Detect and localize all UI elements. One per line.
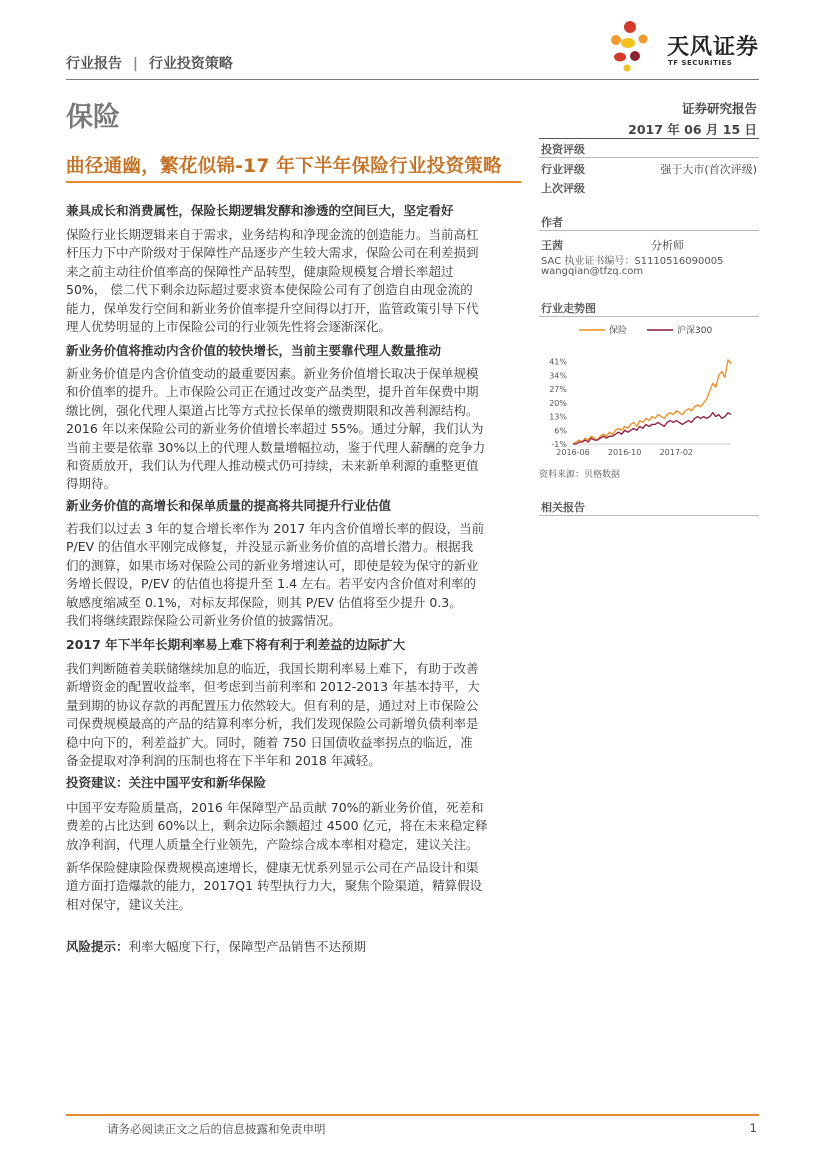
brand-logo-icon [607,18,667,74]
industry-rating-value: 强于大市(首次评级) [660,163,757,176]
paragraph-5 [66,799,521,854]
p6-line: 道方面打造爆款的能力，2017Q1 转型执行力大，聚焦个险渠道，精算假设 [66,878,483,894]
p2-line: 得期待。 [66,476,117,492]
p4-line: 稳中向下的，利差益扩大。同时，随着 750 日国债收益率拐点的临近，准 [66,734,473,750]
y-tick-label: 20% [549,398,567,408]
risk-label: 风险提示： [66,939,129,954]
p2-line: 新业务价值是内含价值变动的最重要因素。新业务价值增长取决于保单规模 [66,366,479,381]
trend-heading: 行业走势图 [541,302,596,315]
p1-line: 保险行业长期逻辑来自于需求，业务结构和净现金流的创造能力。当前高杠 [66,227,479,242]
report-type: 证券研究报告 [681,101,757,116]
p3-line: 务增长假设，P/EV 的估值也将提升至 1.4 左右。若平安内含价值对利率的 [66,576,476,592]
p2-line: 缴比例，强化代理人渠道占比等方式拉长保单的缴费期限和改善利源结构。 [66,402,479,418]
y-tick-label: -1% [551,440,567,449]
p3-line: 我们将继续跟踪保险公司新业务价值的披露情况。 [66,613,342,629]
lead-heading: 兼具成长和消费属性，保险长期逻辑发酵和渗透的空间巨大，坚定看好 [66,203,454,218]
author-heading: 作者 [541,216,563,229]
trend-divider [539,316,759,317]
p5-line: 放净利润，代理人质量全行业领先，产险综合成本率相对稳定，建议关注。 [66,836,479,852]
paragraph-2 [66,365,521,494]
brand-name: 天风证券 [667,35,760,60]
chart-source-note: 资料来源：贝格数据 [539,470,621,480]
report-date: 2017 年 06 月 15 日 [628,122,757,137]
p1-line: 50%， 偿二代下剩余边际超过要求资本使保险公司有了创造自由现金流的 [66,282,473,298]
legend-label: 保险 [609,326,628,336]
report-category [66,53,233,73]
sidebar-top-divider [539,138,759,139]
brand-subtitle: TF SECURITIES [668,59,733,67]
x-tick-label: 2017-02 [659,448,694,457]
p3-line: 若我们以过去 3 年的复合增长率作为 2017 年内含价值增长率的假设，当前 [66,521,485,536]
related-reports-heading: 相关报告 [541,501,585,514]
footer-disclaimer[interactable]: 请务必阅读正文之后的信息披露和免责申明 [107,1122,326,1136]
p6-line: 新华保险健康险保费规模高速增长，健康无忧系列显示公司在产品设计和渠 [66,860,479,875]
section-heading-rates: 2017 年下半年长期利率易上难下将有利于利差益的边际扩大 [66,637,406,652]
paragraph-3 [66,520,521,630]
previous-rating-label: 上次评级 [541,182,585,195]
author-divider [539,230,759,231]
section-heading-valuation: 新业务价值的高增长和保单质量的提高将共同提升行业估值 [66,498,392,513]
related-divider [539,515,759,516]
section-heading-recommendation: 投资建议：关注中国平安和新华保险 [66,775,267,790]
rating-divider [539,157,759,158]
p5-line: 费差的占比达到 60%以上，剩余边际余额超过 4500 亿元，将在未来稳定释 [66,818,488,834]
p3-line: 敏感度缩减至 0.1%，对标友邦保险，则其 P/EV 估值将至少提升 0.3。 [66,594,462,610]
subcategory-label: 行业投资策略 [148,56,233,72]
author-license: SAC 执业证书编号：S1110516090005 [541,256,724,267]
x-tick-label: 2016-06 [556,448,590,457]
p4-line: 我们判断随着美联储继续加息的临近，我国长期利率易上难下，有助于改善 [66,661,479,676]
p2-line: 当前主要是依靠 30%以上的代理人数量增幅拉动，鉴于代理人薪酬的竞争力 [66,439,486,455]
paragraph-6 [66,859,521,914]
section-heading-nbv: 新业务价值将推动内含价值的较快增长，当前主要靠代理人数量推动 [66,343,442,358]
sector-title: 保险 [66,102,120,133]
p2-line: 2016 年以来保险公司的新业务价值增长率超过 55%。通过分解，我们认为 [66,421,484,437]
risk-warning [66,937,366,955]
p3-line: P/EV 的估值水平刚完成修复，并没显示新业务价值的高增长潜力。根据我 [66,539,474,555]
footer-rule [66,1114,759,1116]
author-email[interactable]: wangqian@tfzq.com [541,266,644,277]
report-title: 曲径通幽，繁花似锦-17 年下半年保险行业投资策略 [66,156,502,177]
p4-line: 量到期的协议存款的再配置压力依然较大。但有利的是，通过对上市保险公 [66,697,479,713]
y-tick-label: 27% [549,385,567,395]
p1-line: 能力，保单发行空间和新业务价值率提升空间得以打开，监管政策引导下代 [66,300,479,316]
y-tick-label: 41% [549,357,567,367]
p5-line: 中国平安寿险质量高，2016 年保障型产品贡献 70%的新业务价值，死差和 [66,800,484,815]
p2-line: 和资质放开，我们认为代理人推动模式仍可持续，未来新单利源的重整更值 [66,458,479,474]
industry-rating-label: 行业评级 [541,163,585,176]
legend-label: 沪深300 [677,326,713,336]
p4-line: 新增资金的配置收益率，但考虑到当前利率和 2012-2013 年基本持平，大 [66,679,480,695]
p1-line: 杆压力下中产阶级对于保障性产品逐步产生较大需求，保险公司在利差损到 [66,245,479,261]
y-tick-label: 6% [554,426,567,436]
y-tick-label: 13% [549,412,567,422]
p4-line: 司保费规模最高的产品的结算利率分析，我们发现保险公司新增负债利率是 [66,716,479,732]
page-number: 1 [749,1121,757,1135]
author-title: 分析师 [651,239,684,252]
header-divider [66,79,759,80]
p2-line: 和价值率的提升。上市保险公司正在通过改变产品类型，提升首年保费中期 [66,384,479,400]
industry-trend-chart [539,318,759,464]
p1-line: 理人优势明显的上市保险公司的行业领先性将会逐渐深化。 [66,319,392,335]
p4-line: 备金提取对净利润的压制也将在下半年和 2018 年减轻。 [66,753,381,769]
title-underline [66,181,521,183]
author-name: 王茜 [541,239,563,252]
paragraph-1 [66,226,521,336]
p6-line: 相对保守，建议关注。 [66,896,192,912]
risk-text: 利率大幅度下行，保障型产品销售不达预期 [128,939,367,954]
trend-chart-svg [539,318,759,464]
paragraph-4 [66,660,521,770]
series-line-insurance [573,360,731,444]
p3-line: 们的测算，如果市场对保险公司的新业务增速认可，即使是较为保守的新业 [66,557,479,573]
y-tick-label: 34% [549,371,567,381]
category-separator: | [132,56,138,72]
x-tick-label: 2016-10 [607,448,642,457]
p1-line: 来之前主动往价值率高的保障性产品转型，健康险规模复合增长率超过 [66,263,454,279]
category-label: 行业报告 [66,56,122,72]
rating-heading: 投资评级 [541,143,585,156]
